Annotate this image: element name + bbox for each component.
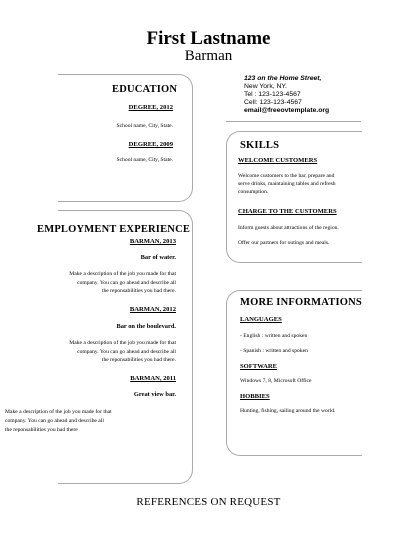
- job-desc-line: Make a description of the job you made for that: [69, 340, 176, 346]
- skills-text-2-a: Inform guests about attractions of the region.: [238, 225, 339, 231]
- more-info-title: MORE INFORMATIONS: [240, 297, 362, 308]
- job-desc-1: [0, 270, 176, 296]
- job-desc-3: [5, 408, 185, 435]
- address-line-2: New York, NY.: [244, 83, 287, 90]
- skills-line: consumption.: [238, 189, 269, 195]
- language-english: - English : written and spoken: [240, 333, 308, 339]
- skills-text-1: [238, 172, 363, 196]
- more-info-frame: [226, 290, 362, 456]
- hobbies-text: Hunting, fishing, sailing around the world.: [240, 408, 336, 414]
- education-degree-2: DEGREE, 2009: [128, 141, 173, 148]
- employment-title: EMPLOYMENT EXPERIENCE: [37, 224, 191, 235]
- hobbies-heading: HOBBIES: [240, 393, 270, 400]
- job-desc-line: Make a description of the job you made for that: [5, 409, 112, 415]
- cellphone: Cell: 123-123-4567: [244, 99, 302, 106]
- job-place-1: Bar of water.: [140, 254, 176, 261]
- software-text: Windows 7, 8, Microsoft Office: [240, 378, 312, 384]
- contact-divider: [226, 121, 361, 122]
- job-desc-line: company. You can go ahead and describe all: [5, 418, 104, 424]
- education-title: EDUCATION: [112, 84, 178, 95]
- job-desc-line: the reponsabilities you had there: [5, 427, 78, 433]
- job-title: Barman: [184, 48, 233, 64]
- education-school-2: School name, City, State.: [116, 157, 173, 163]
- job-role-2: BARMAN, 2012: [129, 306, 176, 313]
- skills-heading-1: WELCOME CUSTOMERS: [238, 157, 318, 164]
- education-degree-1: DEGREE, 2012: [128, 104, 173, 111]
- skills-line: Welcome customers to the bar, prepare and: [238, 173, 335, 179]
- address-line-1: 123 on the Home Street,: [244, 75, 322, 82]
- skills-title: SKILLS: [240, 140, 280, 151]
- education-school-1: School name, City, State.: [116, 123, 173, 129]
- skills-line: serve drinks, maintaining tables and refresh: [238, 181, 336, 187]
- job-desc-2: [0, 339, 176, 365]
- job-desc-line: company. You can go ahead and describe all: [77, 348, 176, 355]
- job-desc-line: company. You can go ahead and describe all: [77, 279, 176, 286]
- job-desc-line: the reponsabilities you had there.: [101, 357, 176, 364]
- job-desc-line: Make a description of the job you made for that: [69, 271, 176, 277]
- contact-block: [244, 75, 329, 115]
- job-role-1: BARMAN, 2013: [129, 238, 176, 245]
- languages-heading: LANGUAGES: [240, 316, 282, 323]
- email-link[interactable]: email@freeovtemplate.org: [244, 107, 330, 114]
- job-place-3: Great view bar.: [133, 391, 176, 398]
- skills-heading-2: CHARGE TO THE CUSTOMERS: [238, 208, 337, 215]
- software-heading: SOFTWARE: [240, 363, 278, 370]
- skills-text-2-b: Offer our partners for outings and meals.: [238, 240, 330, 246]
- telephone: Tel : 123-123-4567: [244, 91, 301, 98]
- references-on-request: REFERENCES ON REQUEST: [136, 496, 281, 508]
- job-role-3: BARMAN, 2011: [130, 375, 176, 382]
- language-spanish: - Spanish : written and spoken: [240, 348, 308, 354]
- job-desc-line: the reponsabilities you had there.: [101, 288, 176, 295]
- applicant-name: First Lastname: [146, 28, 271, 49]
- job-place-2: Bar on the boulevard.: [116, 323, 176, 330]
